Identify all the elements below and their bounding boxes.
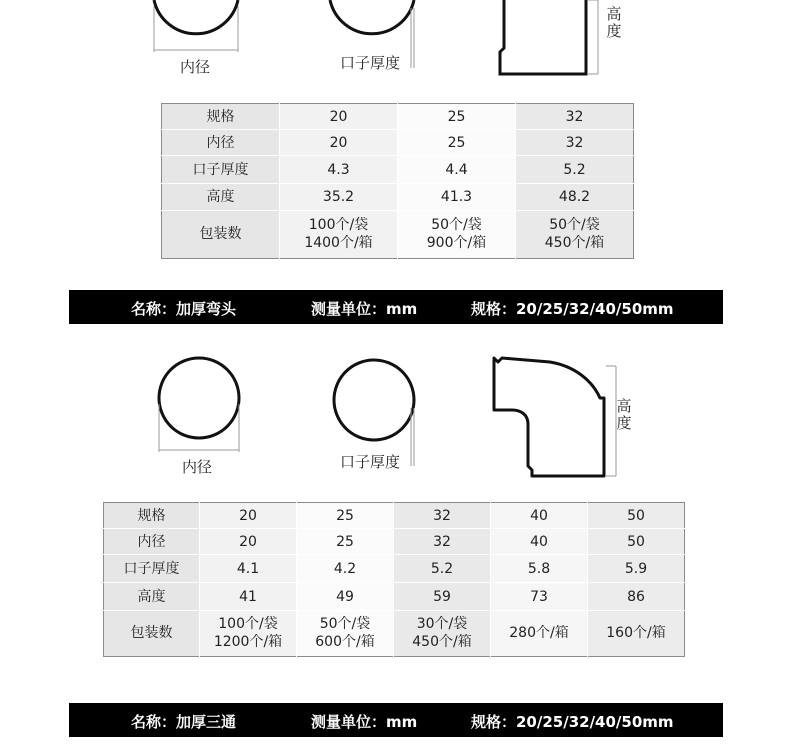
cell-line: 50个/袋 <box>549 217 600 234</box>
row-label: 高度 <box>104 583 200 610</box>
table-cell: 41 <box>200 583 297 610</box>
table-cell: 4.2 <box>297 555 394 583</box>
inner-diameter-label: 内径 <box>180 58 211 76</box>
row-label: 规格 <box>104 503 200 529</box>
table-cell: 4.4 <box>398 156 516 184</box>
cell-line: 450个/箱 <box>412 634 472 651</box>
cell-line: 160个/箱 <box>606 625 666 642</box>
cell-line: 30个/袋 <box>416 616 468 633</box>
table-cell: 4.1 <box>200 555 297 583</box>
table-cell: 4.3 <box>280 156 398 184</box>
table-cell: 20 <box>280 130 398 156</box>
table-cell: 20 <box>280 104 398 130</box>
table-cell <box>200 610 297 656</box>
table-cell: 41.3 <box>398 184 516 210</box>
table-cell: 5.8 <box>491 555 588 583</box>
cell-line: 50个/袋 <box>431 217 482 234</box>
wall-thickness-label: 口子厚度 <box>340 54 401 72</box>
table-cell: 20 <box>200 529 297 555</box>
table-cell: 5.2 <box>394 555 491 583</box>
table-cell: 35.2 <box>280 184 398 210</box>
inner-diameter-circle-icon <box>159 358 239 452</box>
table-cell: 40 <box>491 529 588 555</box>
product-name: 名称：加厚弯头 <box>131 300 237 318</box>
row-label: 内径 <box>162 130 280 156</box>
inner-diameter-label: 内径 <box>182 458 213 476</box>
table-cell: 25 <box>297 503 394 529</box>
row-label: 包装数 <box>104 610 200 656</box>
table-cell: 50 <box>588 503 685 529</box>
table-cell <box>491 610 588 656</box>
table-cell: 5.2 <box>516 156 634 184</box>
cell-line: 900个/箱 <box>426 235 487 252</box>
table-cell: 25 <box>398 104 516 130</box>
table-cell: 86 <box>588 583 685 610</box>
table-cell: 59 <box>394 583 491 610</box>
table-cell: 25 <box>297 529 394 555</box>
table-row <box>104 610 685 656</box>
cell-line: 450个/箱 <box>544 235 605 252</box>
row-label: 高度 <box>162 184 280 210</box>
table-cell: 5.9 <box>588 555 685 583</box>
elbow-profile-icon <box>494 358 616 476</box>
cell-line: 100个/袋 <box>308 217 369 234</box>
cell-line: 1400个/箱 <box>304 235 373 252</box>
spec-table-2 <box>103 502 685 657</box>
cell-line: 1200个/箱 <box>213 634 283 651</box>
cell-line: 50个/袋 <box>319 616 371 633</box>
cell-line: 280个/箱 <box>509 625 569 642</box>
table-cell: 20 <box>200 503 297 529</box>
row-label: 包装数 <box>162 210 280 258</box>
table-cell: 32 <box>394 529 491 555</box>
row-label: 口子厚度 <box>162 156 280 184</box>
table-cell: 25 <box>398 130 516 156</box>
info-bar-2 <box>69 703 723 737</box>
table-row <box>104 503 685 529</box>
table-cell <box>588 610 685 656</box>
spec-range: 规格：20/25/32/40/50mm <box>471 300 674 318</box>
table-row <box>104 583 685 610</box>
table-cell: 50 <box>588 529 685 555</box>
cell-line: 100个/袋 <box>218 616 278 633</box>
cell-line: 600个/箱 <box>315 634 375 651</box>
row-label: 规格 <box>162 104 280 130</box>
height-label: 高度 <box>616 397 632 432</box>
table-cell: 32 <box>516 130 634 156</box>
wall-thickness-label: 口子厚度 <box>340 453 401 471</box>
measure-unit: 测量单位：mm <box>311 713 418 731</box>
table-cell: 48.2 <box>516 184 634 210</box>
table-cell <box>394 610 491 656</box>
table-cell: 73 <box>491 583 588 610</box>
measure-unit: 测量单位：mm <box>311 300 418 318</box>
row-label: 内径 <box>104 529 200 555</box>
table-cell: 32 <box>394 503 491 529</box>
table-cell: 49 <box>297 583 394 610</box>
spec-range: 规格：20/25/32/40/50mm <box>471 713 674 731</box>
table-cell <box>297 610 394 656</box>
height-label: 高度 <box>606 5 622 40</box>
product-name: 名称：加厚三通 <box>131 713 237 731</box>
table-cell: 40 <box>491 503 588 529</box>
table-cell: 32 <box>516 104 634 130</box>
row-label: 口子厚度 <box>104 555 200 583</box>
table-row <box>104 555 685 583</box>
table-row <box>104 529 685 555</box>
